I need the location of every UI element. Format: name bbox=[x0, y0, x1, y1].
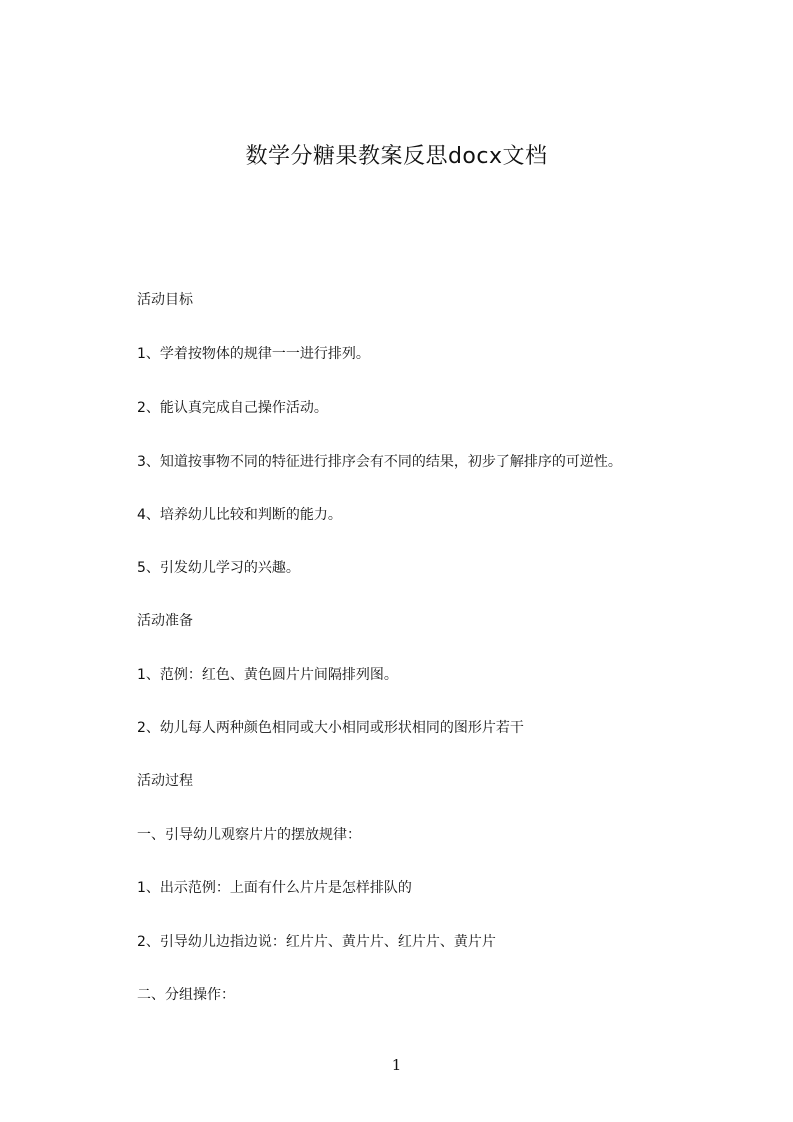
paragraph-goal-1: 1、学着按物体的规律一一进行排列。 bbox=[137, 346, 370, 362]
paragraph-process-1: 1、出示范例：上面有什么片片是怎样排队的 bbox=[137, 880, 412, 896]
paragraph-goal-5: 5、引发幼儿学习的兴趣。 bbox=[137, 560, 300, 576]
paragraph-process-step-1: 一、引导幼儿观察片片的摆放规律： bbox=[137, 827, 361, 843]
paragraph-goal-3: 3、知道按事物不同的特征进行排序会有不同的结果，初步了解排序的可逆性。 bbox=[137, 454, 622, 470]
paragraph-goal-2: 2、能认真完成自己操作活动。 bbox=[137, 400, 328, 416]
section-heading-activity-preparation: 活动准备 bbox=[137, 613, 193, 629]
document-title: 数学分糖果教案反思docx文档 bbox=[245, 144, 548, 169]
section-heading-activity-process: 活动过程 bbox=[137, 773, 193, 789]
page-number: 1 bbox=[391, 1056, 402, 1074]
paragraph-preparation-1: 1、范例：红色、黄色圆片片间隔排列图。 bbox=[137, 667, 398, 683]
paragraph-process-step-2: 二、分组操作： bbox=[137, 987, 235, 1003]
paragraph-process-2: 2、引导幼儿边指边说：红片片、黄片片、红片片、黄片片 bbox=[137, 934, 496, 950]
paragraph-goal-4: 4、培养幼儿比较和判断的能力。 bbox=[137, 507, 342, 523]
section-heading-activity-goals: 活动目标 bbox=[137, 292, 193, 308]
paragraph-preparation-2: 2、幼儿每人两种颜色相同或大小相同或形状相同的图形片若干 bbox=[137, 720, 524, 736]
